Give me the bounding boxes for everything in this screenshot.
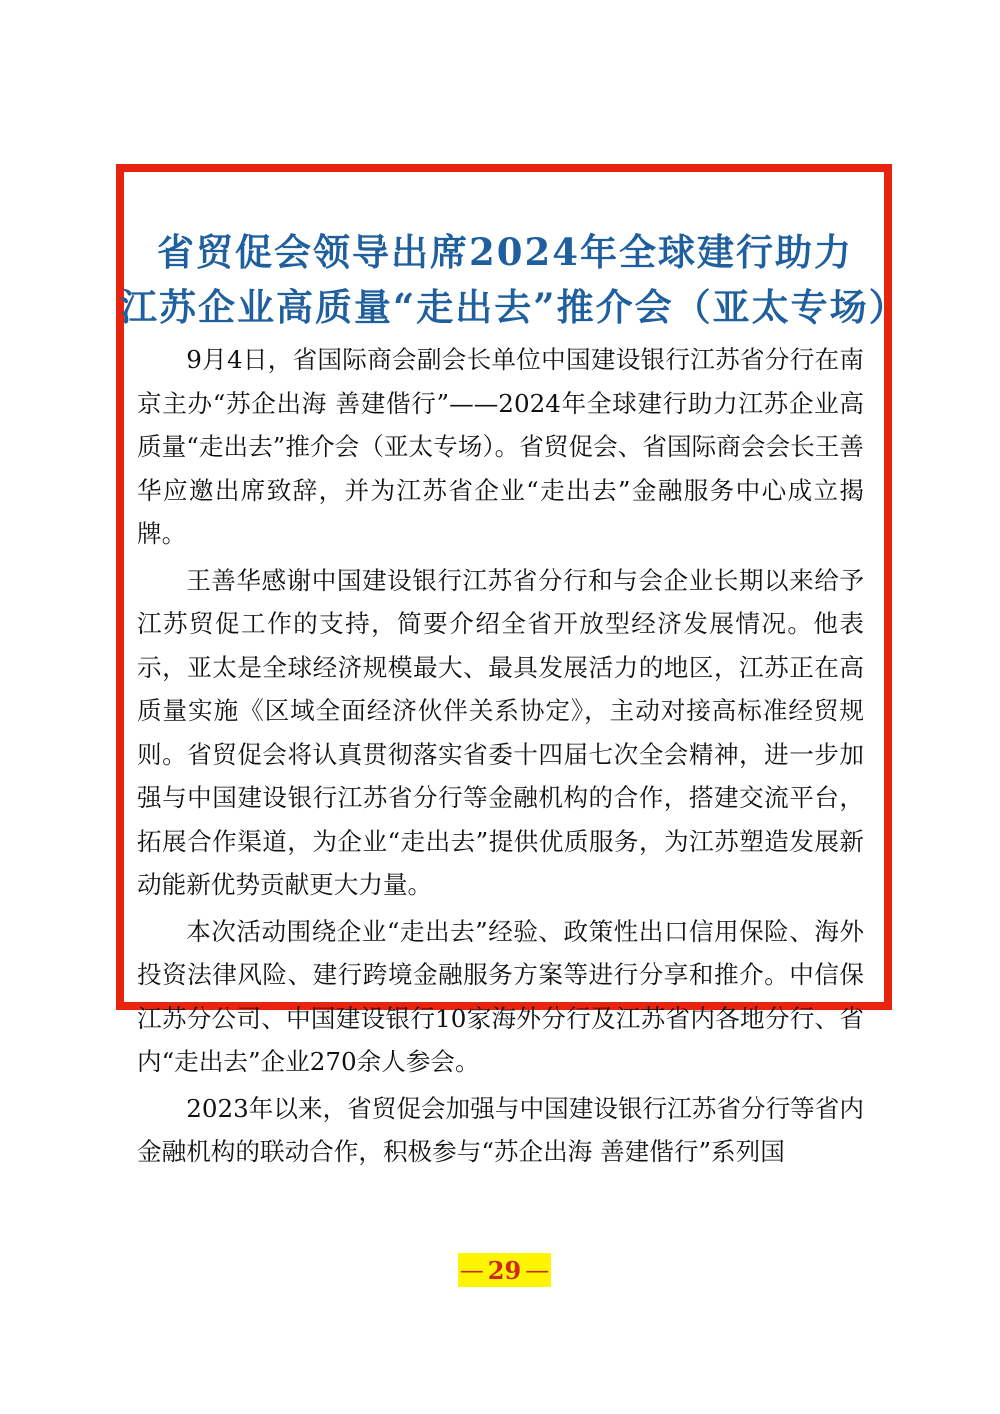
paragraph-4: 2023年以来，省贸促会加强与中国建设银行江苏省分行等省内金融机构的联动合作，积极参与“苏企出海 善建偕行”系列国 (137, 1093, 864, 1166)
title-line-1: 省贸促会领导出席2024年全球建行助力 (157, 230, 853, 274)
paragraph-1: 9月4日，省国际商会副会长单位中国建设银行江苏省分行在南京主办“苏企出海 善建偕行”——2024年全球建行助力江苏企业高质量“走出去”推介会（亚太专场）。省贸促会、省国际商会会长王善华应邀出席致辞，并为江苏省企业“走出去”金融服务中心成立揭牌。 (137, 345, 864, 548)
article-body (137, 338, 864, 1177)
paragraph-2: 王善华感谢中国建设银行江苏省分行和与会企业长期以来给予江苏贸促工作的支持，简要介绍全省开放型经济发展情况。他表示，亚太是全球经济规模最大、最具发展活力的地区，江苏正在高质量实施《区域全面经济伙伴关系协定》，主动对接高标准经贸规则。省贸促会将认真贯彻落实省委十四届七次全会精神，进一步加强与中国建设银行江苏省分行等金融机构的合作，搭建交流平台，拓展合作渠道，为企业“走出去”提供优质服务，为江苏塑造发展新动能新优势贡献更大力量。 (137, 565, 864, 899)
dash-left: — (459, 1256, 484, 1284)
page-number-badge (458, 1253, 551, 1287)
paragraph-3: 本次活动围绕企业“走出去”经验、政策性出口信用保险、海外投资法律风险、建行跨境金融服务方案等进行分享和推介。中信保江苏分公司、中国建设银行10家海外分行及江苏省内各地分行、省内“走出去”企业270余人参会。 (137, 916, 864, 1076)
title-line-2: 江苏企业高质量“走出去”推介会（亚太专场） (120, 285, 908, 329)
page-number: 29 (487, 1255, 522, 1285)
dash-right: — (525, 1256, 550, 1284)
